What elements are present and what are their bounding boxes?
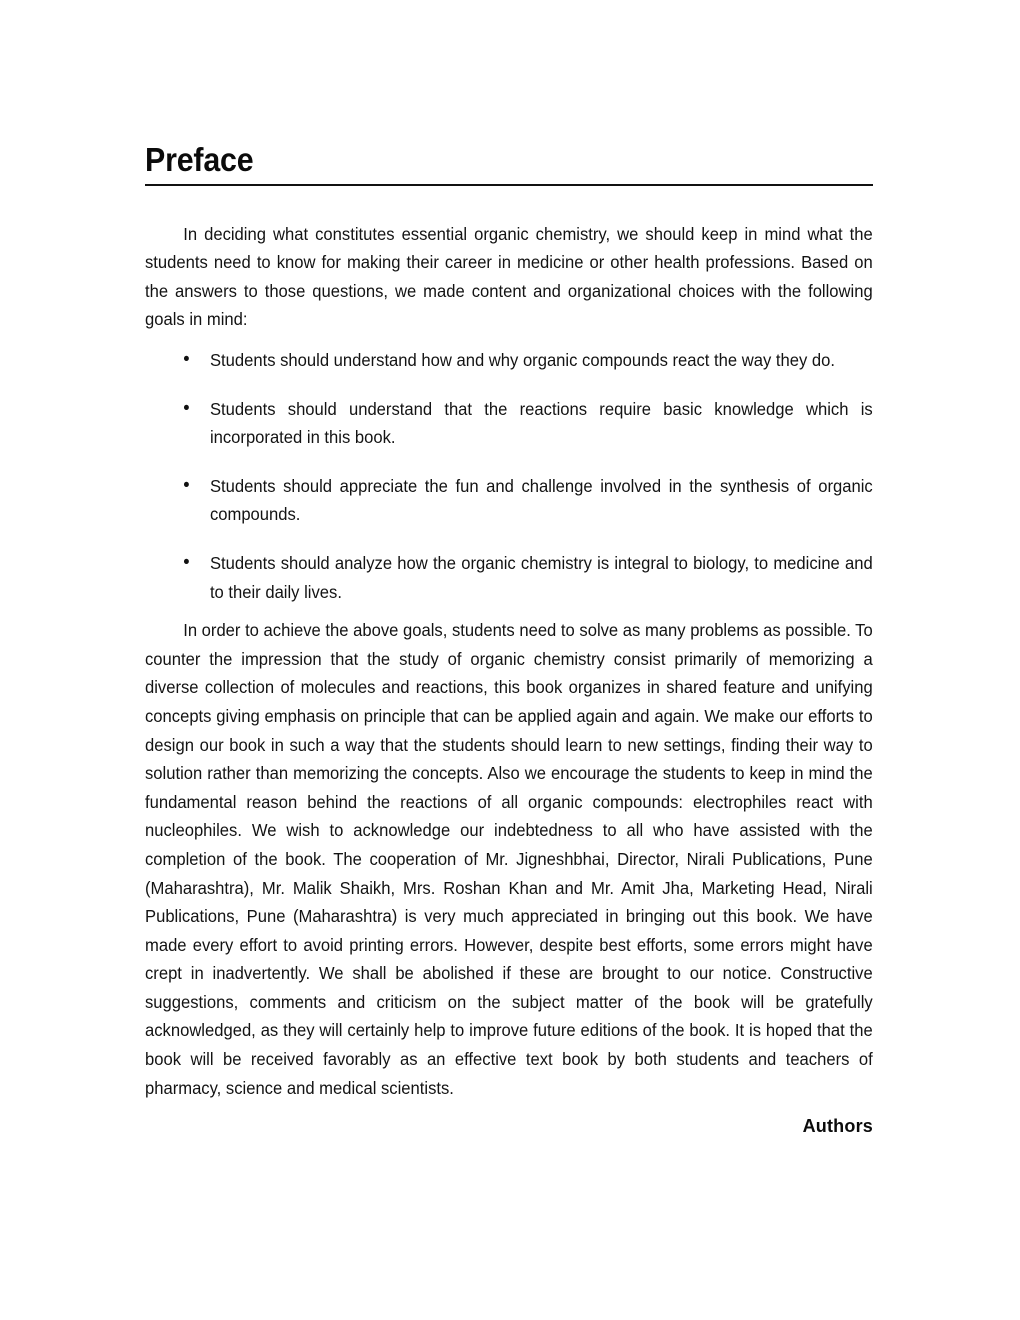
page-title: Preface [145,141,254,178]
closing-paragraph: In order to achieve the above goals, students need to solve as many problems as possible. To counter the impression that the study of organic chemistry consist primarily of memorizing a diverse collection of molecules and reactions, this book organizes in shared feature and unifying concepts giving emphasis on principle that can be applied again and again. We make our efforts to design our book in such a way that the students should learn to new settings, finding their way to solution rather than memorizing the concepts. Also we encourage the students to keep in mind the fundamental reason behind the reactions of all organic compounds: electrophiles react with nucleophiles. We wish to acknowledge our indebtedness to all who have assisted with the completion of the book. The cooperation of Mr. Jigneshbhai, Director, Nirali Publications, Pune (Maharashtra), Mr. Malik Shaikh, Mrs. Roshan Khan and Mr. Amit Jha, Marketing Head, Nirali Publications, Pune (Maharashtra) is very much appreciated in bringing out this book. We have made every effort to avoid printing errors. However, despite best efforts, some errors might have crept in inadvertently. We shall be abolished if these are brought to our notice. Constructive suggestions, comments and criticism on the subject matter of the book will be gratefully acknowledged, as they will certainly help to improve future editions of the book. It is hoped that the book will be received favorably as an effective text book by both students and teachers of pharmacy, science and medical scientists. [145,620,873,1098]
list-item [145,472,873,529]
list-item-text: Students should understand that the reactions require basic knowledge which is incorporated in this book. [209,398,873,448]
page-content [145,143,873,1137]
bullet-icon: • [183,397,190,419]
bullet-icon: • [183,474,190,496]
authors-signature: Authors [802,1116,873,1137]
list-item-text: Students should appreciate the fun and challenge involved in the synthesis of organic compounds. [209,475,873,525]
goals-list [145,346,873,606]
list-item [145,346,873,375]
list-item-text: Students should understand how and why organic compounds react the way they do. [209,350,835,371]
list-item [145,549,873,606]
bullet-icon: • [183,551,190,573]
title-divider [145,184,873,186]
bullet-icon: • [183,349,190,371]
intro-paragraph: In deciding what constitutes essential organic chemistry, we should keep in mind what the students need to know for making their career in medicine or other health professions. Based on the answers to those questions, we made content and organizational choices with the following goals in mind: [145,223,873,330]
list-item [145,395,873,452]
list-item-text: Students should analyze how the organic chemistry is integral to biology, to medicine and to their daily lives. [209,552,873,602]
